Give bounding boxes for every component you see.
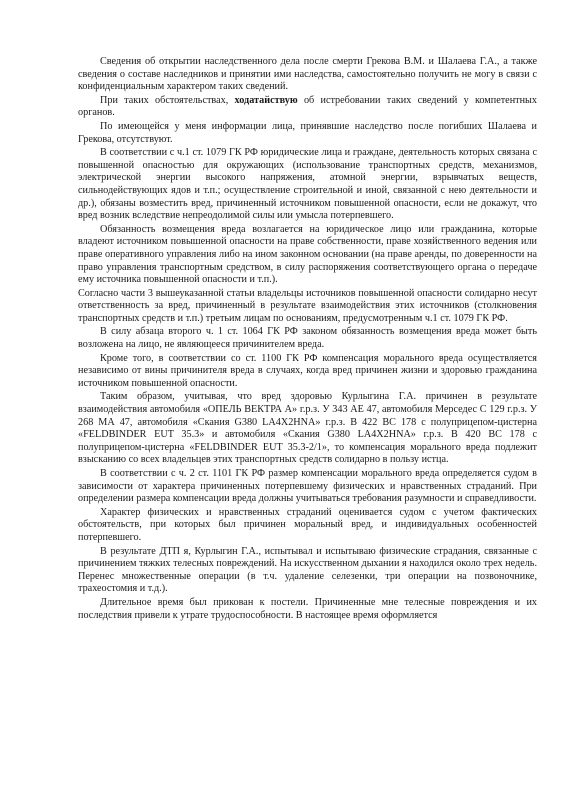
paragraph-inheritance-info: Сведения об открытии наследственного дела после смерти Грекова В.М. и Шалаева Г.А., а также сведения о составе наследников и принятии ими наследства, самостоятельно получить не могу в связи с конфиденциальным характером таких сведений.	[78, 56, 537, 93]
paragraph-art-1100: Кроме того, в соответствии со ст. 1100 ГК РФ компенсация морального вреда осуществляется независимо от вины причинителя вреда в случаях, когда вред причинен жизни и здоровью гражданина источником повышенной опасности.	[78, 352, 537, 389]
paragraph-art-1064: В силу абзаца второго ч. 1 ст. 1064 ГК РФ законом обязанность возмещения вреда может быть возложена на лицо, не являющееся причинителем вреда.	[78, 326, 537, 351]
paragraph-joint-liability: Согласно части 3 вышеуказанной статьи владельцы источников повышенной опасности солидарно несут ответственность за вред, причиненный в результате взаимодействия этих источников (столкновения транспортных средств и т.п.) третьим лицам по основаниям, предусмотренным ч.1 ст. 1079 ГК РФ.	[78, 287, 537, 324]
paragraph-bedridden: Длительное время был прикован к постели. Причиненные мне телесные повреждения и их последствия привели к утрате трудоспособности. В настоящее время оформляется	[78, 596, 537, 621]
paragraph-vehicles: Таким образом, учитывая, что вред здоровью Курлыгина Г.А. причинен в результате взаимодействия автомобиля «ОПЕЛЬ ВЕКТРА А» г.р.з. У 343 АЕ 47, автомобиля Мерседес С 129 г.р.з. У 268 МА 47, автомобиля «Скания G380 LA4X2HNA» г.р.з. В 422 ВС 178 с полуприцепом-цистерна «FELDBINDER EUT 35.3» и автомобиля «Скания G380 LA4X2HNA» г.р.з. В 420 ВС 178 с полуприцепом-цистерна «FELDBINDER EUT 35.3-2/1», то компенсация морального вреда подлежит взысканию со всех владельцев этих транспортных средств солидарно в пользу истца.	[78, 391, 537, 466]
bold-motion-word: ходатайствую	[234, 94, 298, 106]
paragraph-dtp-result: В результате ДТП я, Курлыгин Г.А., испытывал и испытываю физические страдания, связанные с причинением тяжких телесных повреждений. На искусственном дыхании я находился около трех недель. Перенес множественные операции (в т.ч. удаление селезенки, три операции на позвоночнике, трахеостомия и т.д.).	[78, 545, 537, 595]
paragraph-art-1079: В соответствии с ч.1 ст. 1079 ГК РФ юридические лица и граждане, деятельность которых связана с повышенной опасностью для окружающих (использование транспортных средств, механизмов, электрической энергии высокого напряжения, атомной энергии, взрывчатых веществ, сильнодействующих ядов и т.п.; осуществление строительной и иной, связанной с нею деятельности и др.), обязаны возместить вред, причиненный источником повышенной опасности, если не докажут, что вред возник вследствие непреодолимой силы или умысла потерпевшего.	[78, 147, 537, 222]
paragraph-heirs-absent: По имеющейся у меня информации лица, принявшие наследство после погибших Шалаева и Грекова, отсутствуют.	[78, 120, 537, 145]
paragraph-suffering-nature: Характер физических и нравственных страданий оценивается судом с учетом фактических обстоятельств, при которых был причинен моральный вред, и индивидуальных особенностей потерпевшего.	[78, 506, 537, 543]
paragraph-motion: При таких обстоятельствах, ходатайствую об истребовании таких сведений у компетентных органов.	[78, 94, 537, 119]
paragraph-liability-owner: Обязанность возмещения вреда возлагается на юридическое лицо или гражданина, которые владеют источником повышенной опасности на праве собственности, праве хозяйственного ведения или праве оперативного управления либо на ином законном основании (на праве аренды, по доверенности на право управления транспортным средством, в силу распоряжения соответствующего органа о передаче ему источника повышенной опасности и т.п.).	[78, 223, 537, 286]
paragraph-art-1101: В соответствии с ч. 2 ст. 1101 ГК РФ размер компенсации морального вреда определяется судом в зависимости от характера причиненных потерпевшему физических и нравственных страданий. При определении размера компенсации вреда должны учитываться требования разумности и справедливости.	[78, 468, 537, 505]
